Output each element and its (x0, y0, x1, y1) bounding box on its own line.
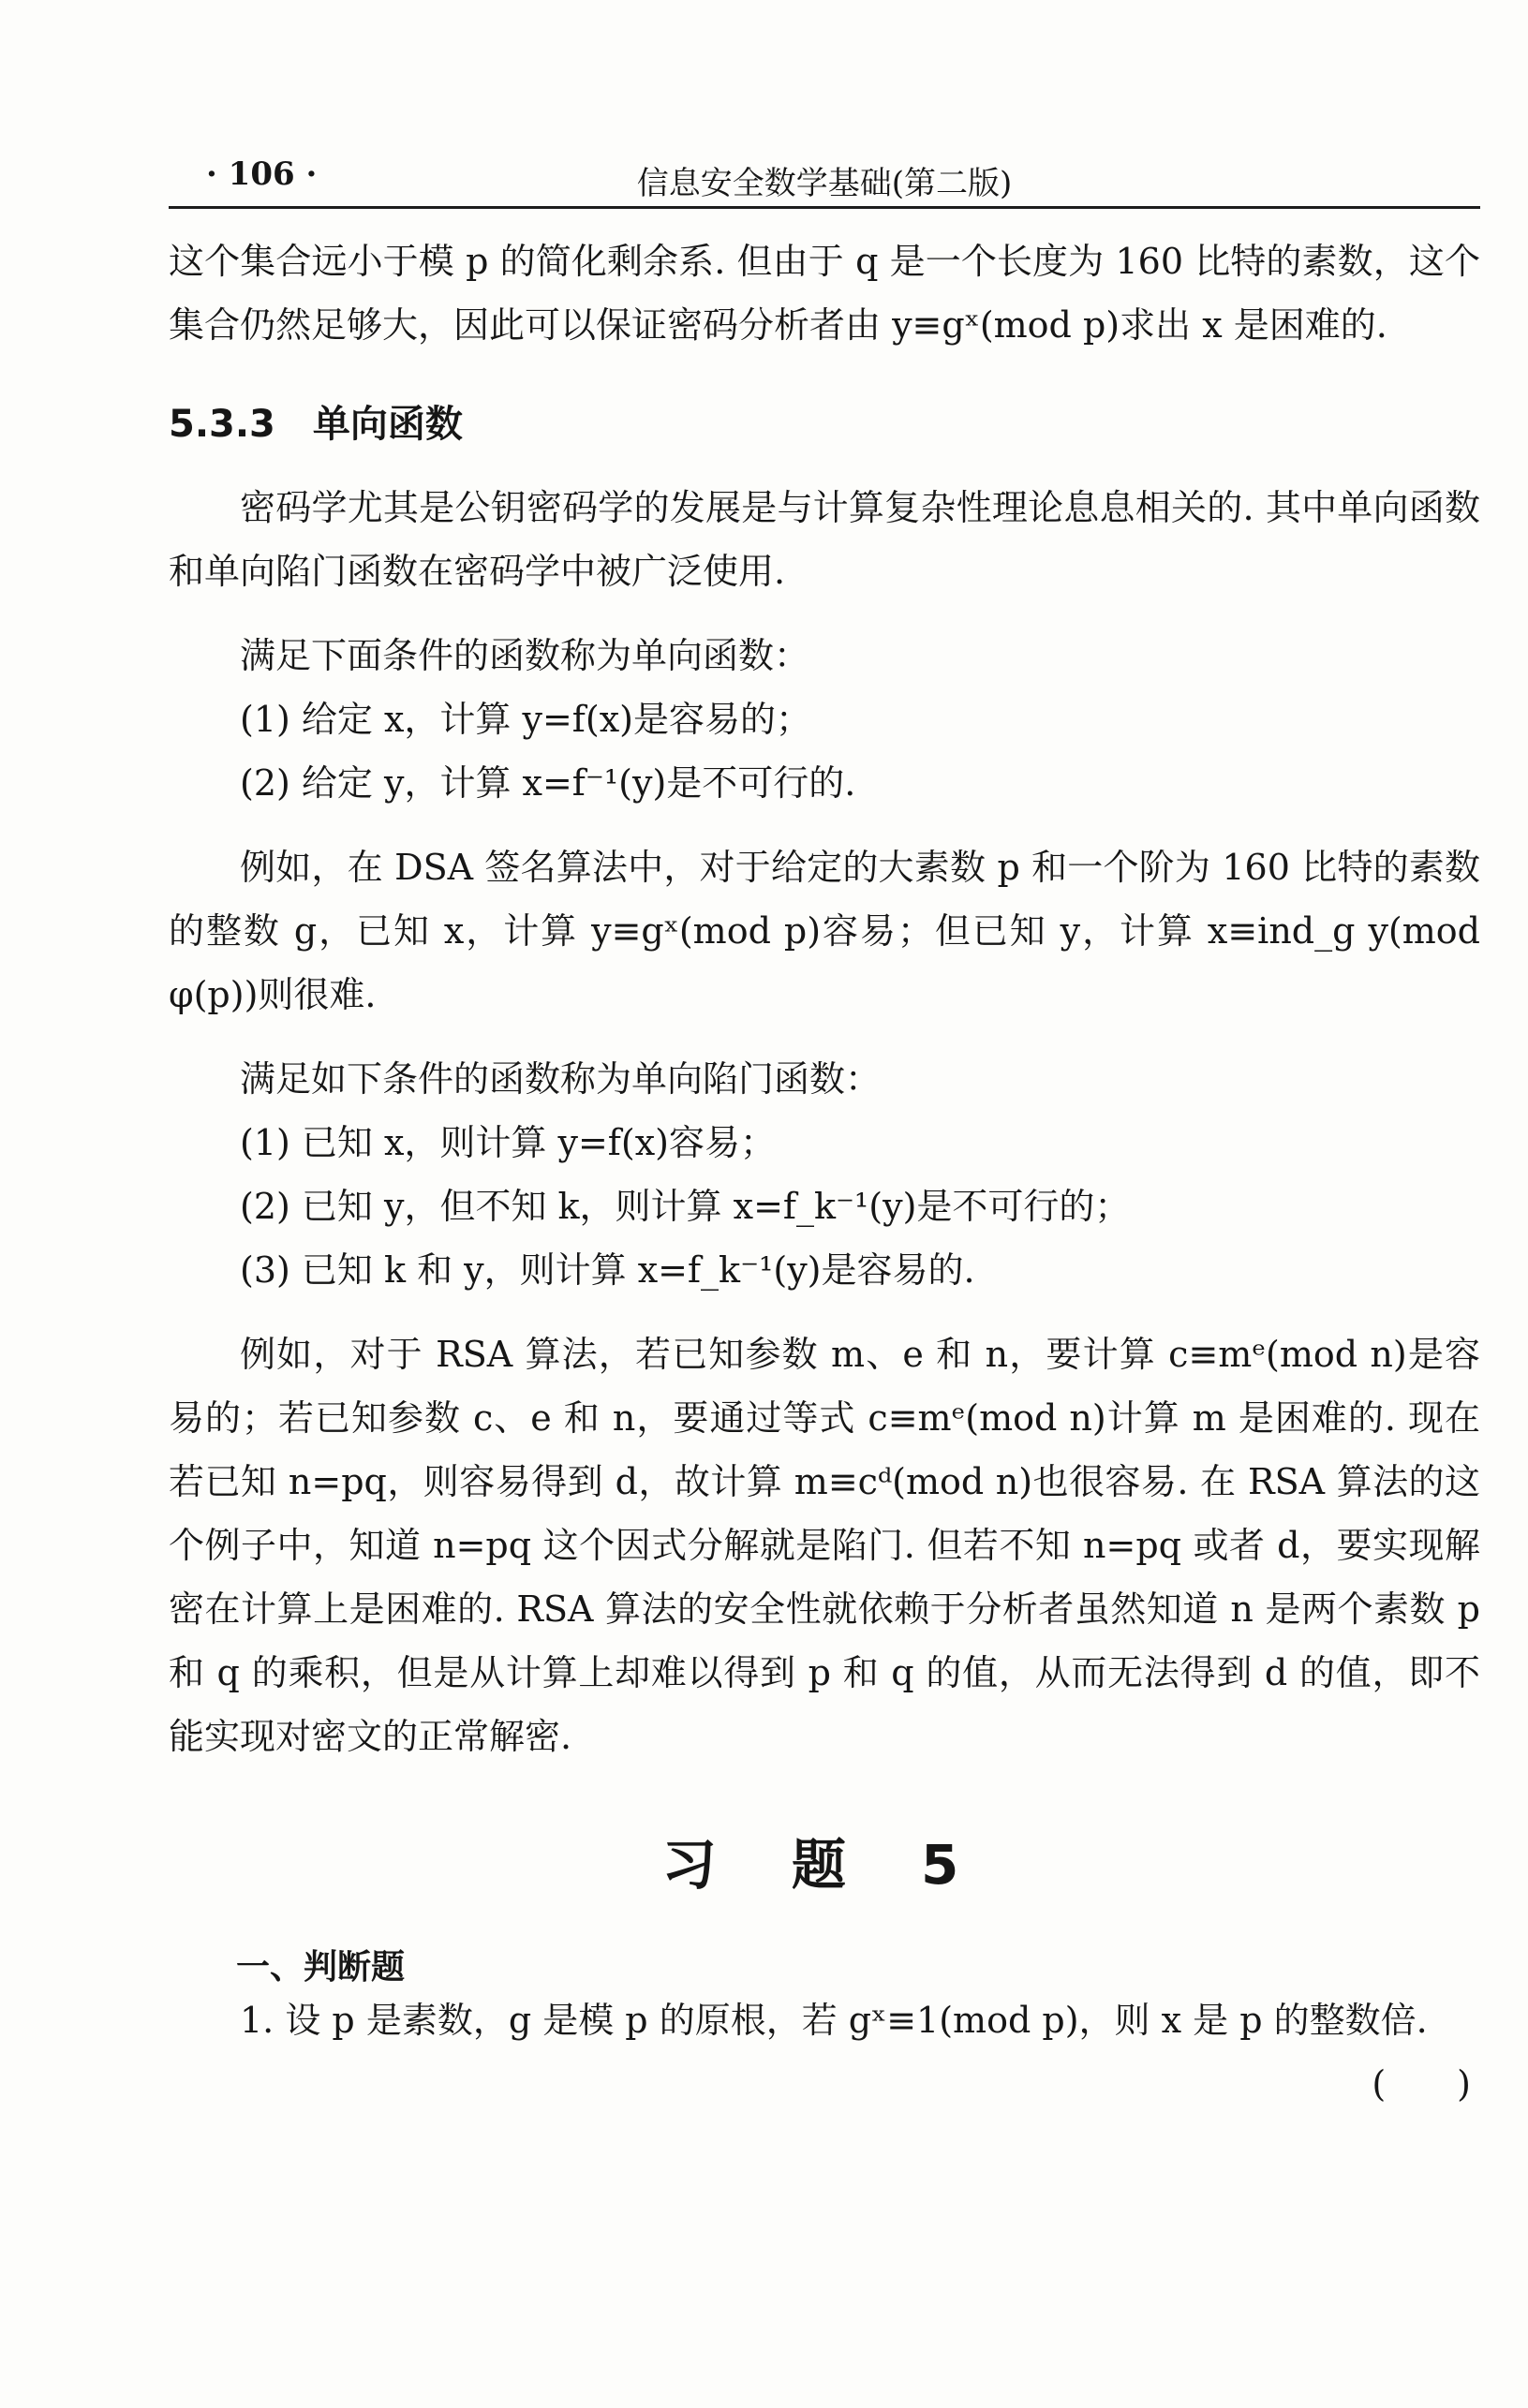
oneway-condition-1: (1) 给定 x，计算 y=f(x)是容易的； (240, 699, 811, 740)
section-heading: 5.3.3 单向函数 (169, 403, 463, 446)
rsa-example-paragraph: 例如，对于 RSA 算法，若已知参数 m、e 和 n，要计算 c≡mᵉ(mod n)是容易的；若已知参数 c、e 和 n，要通过等式 c≡mᵉ(mod n)计算 m 是困难的. 现在若已知 n=pq，则容易得到 d，故计算 m≡cᵈ(mod n)也很容易. 在 RSA 算法的这个例子中，知道 n=pq 这个因式分解就是陷门. 但若不知 n=pq 或者 d，要实现解密在计算上是困难的. RSA 算法的安全性就依赖于分析者虽然知道 n 是两个素数 p 和 q 的乘积，但是从计算上却难以得到 p 和 q 的值，从而无法得到 d 的值，即不能实现对密文的正常解密. (169, 1334, 1480, 1757)
exercise-question-1: 1. 设 p 是素数，g 是模 p 的原根，若 gˣ≡1(mod p)，则 x 是 p 的整数倍. (240, 2000, 1428, 2041)
section-paragraph: 密码学尤其是公钥密码学的发展是与计算复杂性理论息息相关的. 其中单向函数和单向陷门函数在密码学中被广泛使用. (169, 487, 1480, 592)
page-number: · 106 · (206, 155, 318, 193)
trapdoor-condition-1: (1) 已知 x，则计算 y=f(x)容易； (240, 1122, 776, 1163)
dsa-example-paragraph: 例如，在 DSA 签名算法中，对于给定的大素数 p 和一个阶为 160 比特的素数的整数 g，已知 x，计算 y≡gˣ(mod p)容易；但已知 y，计算 x≡ind_g y(mod φ(p))则很难. (169, 847, 1480, 1015)
trapdoor-condition-2: (2) 已知 y，但不知 k，则计算 x=f_k⁻¹(y)是不可行的； (240, 1186, 1131, 1227)
book-page (169, 131, 1480, 2116)
oneway-intro: 满足下面条件的函数称为单向函数： (240, 635, 810, 676)
exercises-title: 习 题 5 (661, 1833, 987, 1897)
intro-paragraph: 这个集合远小于模 p 的简化剩余系. 但由于 q 是一个长度为 160 比特的素数，这个集合仍然足够大，因此可以保证密码分析者由 y≡gˣ(mod p)求出 x 是困难的. (169, 241, 1480, 346)
trapdoor-condition-3: (3) 已知 k 和 y，则计算 x=f_k⁻¹(y)是容易的. (240, 1249, 975, 1291)
exercises-subsection: 一、判断题 (236, 1948, 406, 1987)
page-header (169, 131, 1480, 209)
trapdoor-intro: 满足如下条件的函数称为单向陷门函数： (240, 1058, 882, 1100)
running-title: 信息安全数学基础(第二版) (636, 165, 1013, 202)
oneway-condition-2: (2) 给定 y，计算 x=f⁻¹(y)是不可行的. (240, 762, 856, 804)
answer-blank: ( ) (1372, 2063, 1471, 2105)
